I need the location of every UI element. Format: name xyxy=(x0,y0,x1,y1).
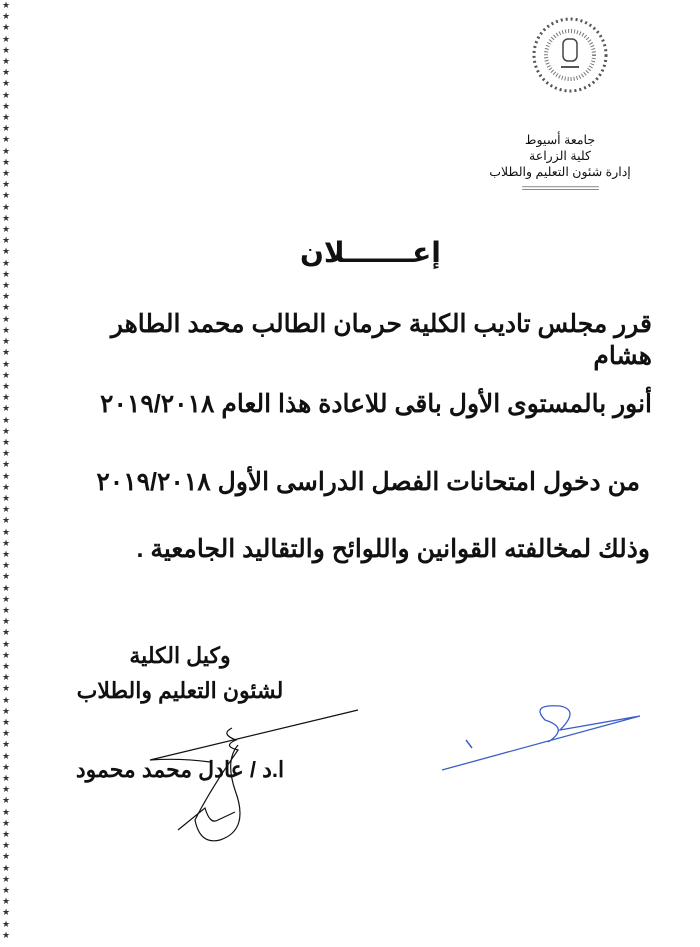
announcement-title: إعـــــــلان xyxy=(300,237,441,268)
academic-year: ٢٠١٩/٢٠١٨ xyxy=(100,390,215,418)
faculty-name: كلية الزراعة xyxy=(529,149,591,163)
body-line-3-text: من دخول امتحانات الفصل الدراسى الأول xyxy=(217,468,640,496)
handwritten-signature-blue xyxy=(430,700,650,780)
signatory-title: وكيل الكلية xyxy=(129,643,231,668)
body-line-3 xyxy=(50,466,640,498)
university-logo xyxy=(530,15,610,95)
university-name: جامعة أسيوط xyxy=(524,133,596,147)
body-line-1: قرر مجلس تاديب الكلية حرمان الطالب محمد الطاهر هشام xyxy=(110,310,652,370)
header-rule: ================== xyxy=(521,183,599,193)
body-line-2-text: أنور بالمستوى الأول باقى للاعادة هذا العام xyxy=(221,390,652,418)
signatory-name: ا.د / عادل محمد محمود xyxy=(75,757,285,782)
body-line-4: وذلك لمخالفته القوانين واللوائح والتقاليد الجامعية . xyxy=(136,535,650,563)
star-border: ★★★★★★★★★★★★★★★★★★★★★★★★★★★★★★★★★★★★★★★★★★★★★★★★★★★★★★★★★★★★★★★★★★★★★★★★★★★★★★★★★★★★ xyxy=(1,0,11,940)
academic-year: ٢٠١٩/٢٠١٨ xyxy=(96,468,211,496)
signatory-department: لشئون التعليم والطلاب xyxy=(76,678,284,703)
department-name: إدارة شئون التعليم والطلاب xyxy=(489,165,631,179)
body-line-2 xyxy=(50,388,652,420)
handwritten-signature-black xyxy=(140,700,370,850)
